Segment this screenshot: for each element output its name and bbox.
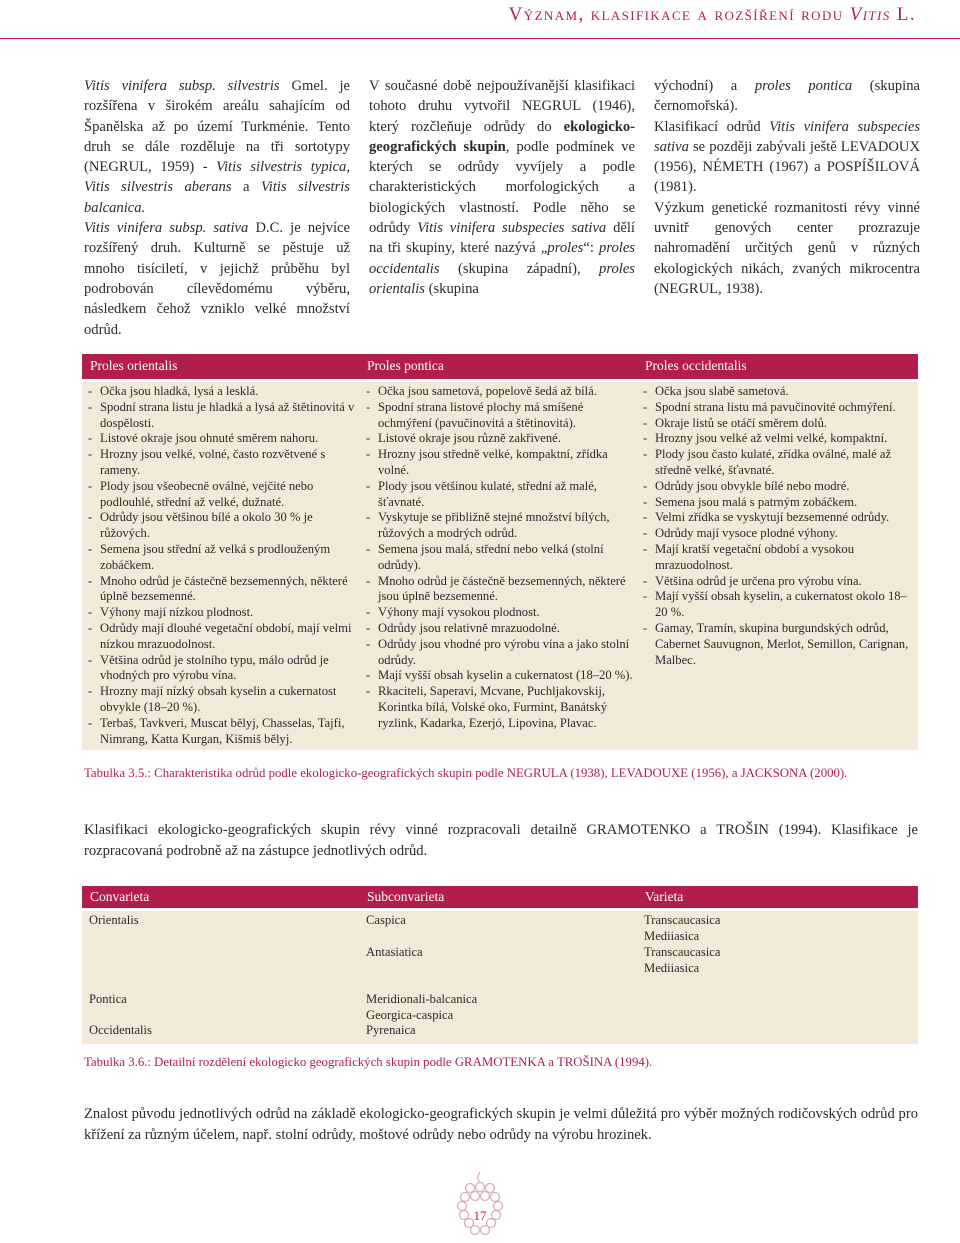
table-cell: Transcaucasica xyxy=(644,913,721,927)
table-cell: Mediiasica xyxy=(644,929,700,943)
table-header-row xyxy=(82,354,918,379)
table-header-cell: Varieta xyxy=(645,889,684,904)
table-list-item: - Odrůdy jsou obvykle bílé nebo modré. xyxy=(643,479,911,495)
table-list-item: - Plody jsou většinou kulaté, střední až malé, šťavnaté. xyxy=(366,479,634,511)
table-list-item: - Očka jsou slabě sametová. xyxy=(643,384,911,400)
table-list-item: - Spodní strana listové plochy má smíšené ochmýření (pavučinovitá a štětinovitá). xyxy=(366,400,634,432)
body-paragraph-gramotenko: Klasifikaci ekologicko-geografických skupin révy vinné rozpracovali detailně GRAMOTENKO a TROŠIN (1994). Klasifikace je rozpracovaná podrobně až na zástupce jednotlivých odrůd. xyxy=(84,822,918,859)
table-gramotenko-classification xyxy=(82,886,918,1044)
table-list-item: - Gamay, Tramín, skupina burgundských odrůd, Cabernet Sauvugnon, Merlot, Semillon, Carignan, Malbec. xyxy=(643,621,911,668)
table-proles-characteristics xyxy=(82,354,918,750)
column-2-paragraph: V současné době nejpoužívanější klasifikaci tohoto druhu vytvořil NEGRUL (1946), který rozčleňuje odrůdy do ekologicko-geografických skupin, podle podmínek ve kterých se odrůdy vyvíjely a podle charakteristických morfologických a biologických vlastností. Podle něho se odrůdy Vitis vinifera subspecies sativa dělí na tři skupiny, které nazývá „proles“: proles occidentalis (skupina západní), proles orientalis (skupina xyxy=(369,78,635,297)
table-cell: Occidentalis xyxy=(89,1023,152,1037)
table-list-item: - Rkaciteli, Saperavi, Mcvane, Puchljakovskij, Korintka bílá, Volské oko, Furmint, Banátský ryzlink, Kadarka, Ezerjó, Lipovina, Plavac. xyxy=(366,684,634,731)
table-list-item: - Výhony mají nízkou plodnost. xyxy=(88,605,356,621)
table-cell: Caspica xyxy=(366,913,406,927)
table-separator xyxy=(82,379,918,382)
table-list-item: - Semena jsou malá s patrným zobáčkem. xyxy=(643,495,911,511)
table-list-item: - Hrozny jsou velké až velmi velké, kompaktní. xyxy=(643,431,911,447)
table-3-6-caption: Tabulka 3.6.: Detailní rozdělení ekologicko geografických skupin podle GRAMOTENKA a TROŠINA (1994). xyxy=(84,1055,653,1069)
table-cell: Georgica-caspica xyxy=(366,1008,454,1022)
table-list-item: - Terbaš, Tavkveri, Muscat bělyj, Chasselas, Tajfi, Nimrang, Katta Kurgan, Kišmiš bělyj. xyxy=(88,716,356,748)
text-column-1 xyxy=(84,76,350,340)
table-list-item: - Spodní strana listu je hladká a lysá až štětinovitá v dospělosti. xyxy=(88,400,356,432)
table-list-item: - Plody jsou všeobecně oválné, vejčité nebo podlouhlé, střední až velké, dužnaté. xyxy=(88,479,356,511)
table-list-item: - Spodní strana listu má pavučinovité ochmýření. xyxy=(643,400,911,416)
table-list-item: - Mnoho odrůd je částečně bezsemenných, některé úplně bezsemenné. xyxy=(88,574,356,606)
table-column-orientalis xyxy=(88,384,356,747)
table-cell: Orientalis xyxy=(89,913,139,927)
table-list-item: - Hrozny jsou velké, volné, často rozvětvené s rameny. xyxy=(88,447,356,479)
table-list-item: - Očka jsou sametová, popelově šedá až bílá. xyxy=(366,384,634,400)
column-3-paragraph: východní) a proles pontica (skupina černomořská). xyxy=(654,78,920,115)
page-header-title: Význam, klasifikace a rozšíření rodu Vitis L. xyxy=(508,4,916,25)
table-list-item: - Semena jsou střední až velká s prodlouženým zobáčkem. xyxy=(88,542,356,574)
text-column-2 xyxy=(369,76,635,299)
table-list-item: - Mají vyšší obsah kyselin, a cukernatost okolo 18–20 %. xyxy=(643,589,911,621)
table-list-item: - Většina odrůd je stolního typu, málo odrůd je vhodných pro výrobu vína. xyxy=(88,653,356,685)
table-column-pontica xyxy=(366,384,634,732)
column-3-paragraph-2: Klasifikací odrůd Vitis vinifera subspecies sativa se později zabývali ještě LEVADOUX (1956), NÉMETH (1967) a POSPÍŠILOVÁ (1981). xyxy=(654,118,920,196)
table-list-item: - Hrozny mají nízký obsah kyselin a cukernatost obvykle (18–20 %). xyxy=(88,684,356,716)
grape-cluster-icon xyxy=(456,1170,504,1236)
table-cell: Pontica xyxy=(89,992,127,1006)
header-rule xyxy=(0,38,960,39)
table-header-cell: Proles orientalis xyxy=(90,358,178,373)
table-list-item: - Většina odrůd je určena pro výrobu vína. xyxy=(643,574,911,590)
table-cell: Pyrenaica xyxy=(366,1023,416,1037)
table-list-item: - Vyskytuje se přibližně stejné množství bílých, růžových a modrých odrůd. xyxy=(366,510,634,542)
table-list-item: - Okraje listů se otáčí směrem dolů. xyxy=(643,416,911,432)
table-cell: Mediiasica xyxy=(644,961,700,975)
table-list-item: - Hrozny jsou středně velké, kompaktní, zřídka volné. xyxy=(366,447,634,479)
table-list-item: - Odrůdy jsou vhodné pro výrobu vína a jako stolní odrůdy. xyxy=(366,637,634,669)
text-column-3 xyxy=(654,76,920,299)
table-header-cell: Proles occidentalis xyxy=(645,358,747,373)
table-list-item: - Výhony mají vysokou plodnost. xyxy=(366,605,634,621)
table-list-item: - Odrůdy mají dlouhé vegetační období, mají velmi nízkou mrazuodolnost. xyxy=(88,621,356,653)
table-list-item: - Velmi zřídka se vyskytují bezsemenné odrůdy. xyxy=(643,510,911,526)
table-header-cell: Convarieta xyxy=(90,889,150,904)
table-list-item: - Mají kratší vegetační období a vysokou mrazuodolnost. xyxy=(643,542,911,574)
table-list-item: - Plody jsou často kulaté, zřídka oválné, malé až středně velké, šťavnaté. xyxy=(643,447,911,479)
table-list-item: - Listové okraje jsou různě zakřivené. xyxy=(366,431,634,447)
table-list-item: - Listové okraje jsou ohnuté směrem nahoru. xyxy=(88,431,356,447)
table-header-row xyxy=(82,886,918,908)
column-3-paragraph-3: Výzkum genetické rozmanitosti révy vinné uvnitř genových center prozrazuje nahromadění určitých genů v různých ekologických nikách, zvaných mikrocentra (NEGRUL, 1938). xyxy=(654,199,920,297)
table-list-item: - Odrůdy jsou relativně mrazuodolné. xyxy=(366,621,634,637)
body-paragraph-conclusion: Znalost původu jednotlivých odrůd na základě ekologicko-geografických skupin je velmi důležitá pro výběr možných rodičovských odrůd pro křížení za různým účelem, např. stolní odrůdy, moštové odrůdy nebo odrůdy na výrobu hrozinek. xyxy=(84,1106,918,1143)
table-separator xyxy=(82,908,918,911)
table-list-item: - Odrůdy mají vysoce plodné výhony. xyxy=(643,526,911,542)
table-list-item: - Semena jsou malá, střední nebo velká (stolní odrůdy). xyxy=(366,542,634,574)
table-cell: Transcaucasica xyxy=(644,945,721,959)
column-1-paragraph-2: Vitis vinifera subsp. sativa D.C. je nejvíce rozšířený druh. Kulturně se pěstuje už mnoho tisíciletí, v jejichž průběhu byl podrobován cílevědomému výběru, následkem čehož vzniklo velké množství odrůd. xyxy=(84,220,350,338)
table-3-5-caption: Tabulka 3.5.: Charakteristika odrůd podle ekologicko-geografických skupin podle NEGRULA (1938), LEVADOUXE (1956), a JACKSONA (2000). xyxy=(84,766,848,780)
table-header-cell: Subconvarieta xyxy=(367,889,445,904)
table-column-occidentalis xyxy=(643,384,911,668)
column-1-paragraph: Vitis vinifera subsp. silvestris Gmel. je rozšířena v širokém areálu sahajícím od Španělska až po území Turkménie. Tento druh se dále rozděluje na tři sortotypy (NEGRUL, 1959) - Vitis silvestris typica, Vitis silvestris aberans a Vitis silvestris balcanica. xyxy=(84,78,351,216)
table-header-cell: Proles pontica xyxy=(367,358,444,373)
table-list-item: - Mnoho odrůd je částečně bezsemenných, některé jsou úplně bezsemenné. xyxy=(366,574,634,606)
table-list-item: - Očka jsou hladká, lysá a lesklá. xyxy=(88,384,356,400)
table-cell: Meridionali-balcanica xyxy=(366,992,478,1006)
table-list-item: - Odrůdy jsou většinou bílé a okolo 30 % je růžových. xyxy=(88,510,356,542)
table-list-item: - Mají vyšší obsah kyselin a cukernatost (18–20 %). xyxy=(366,668,634,684)
page-number: 17 xyxy=(473,1208,487,1223)
table-cell: Antasiatica xyxy=(366,945,423,959)
